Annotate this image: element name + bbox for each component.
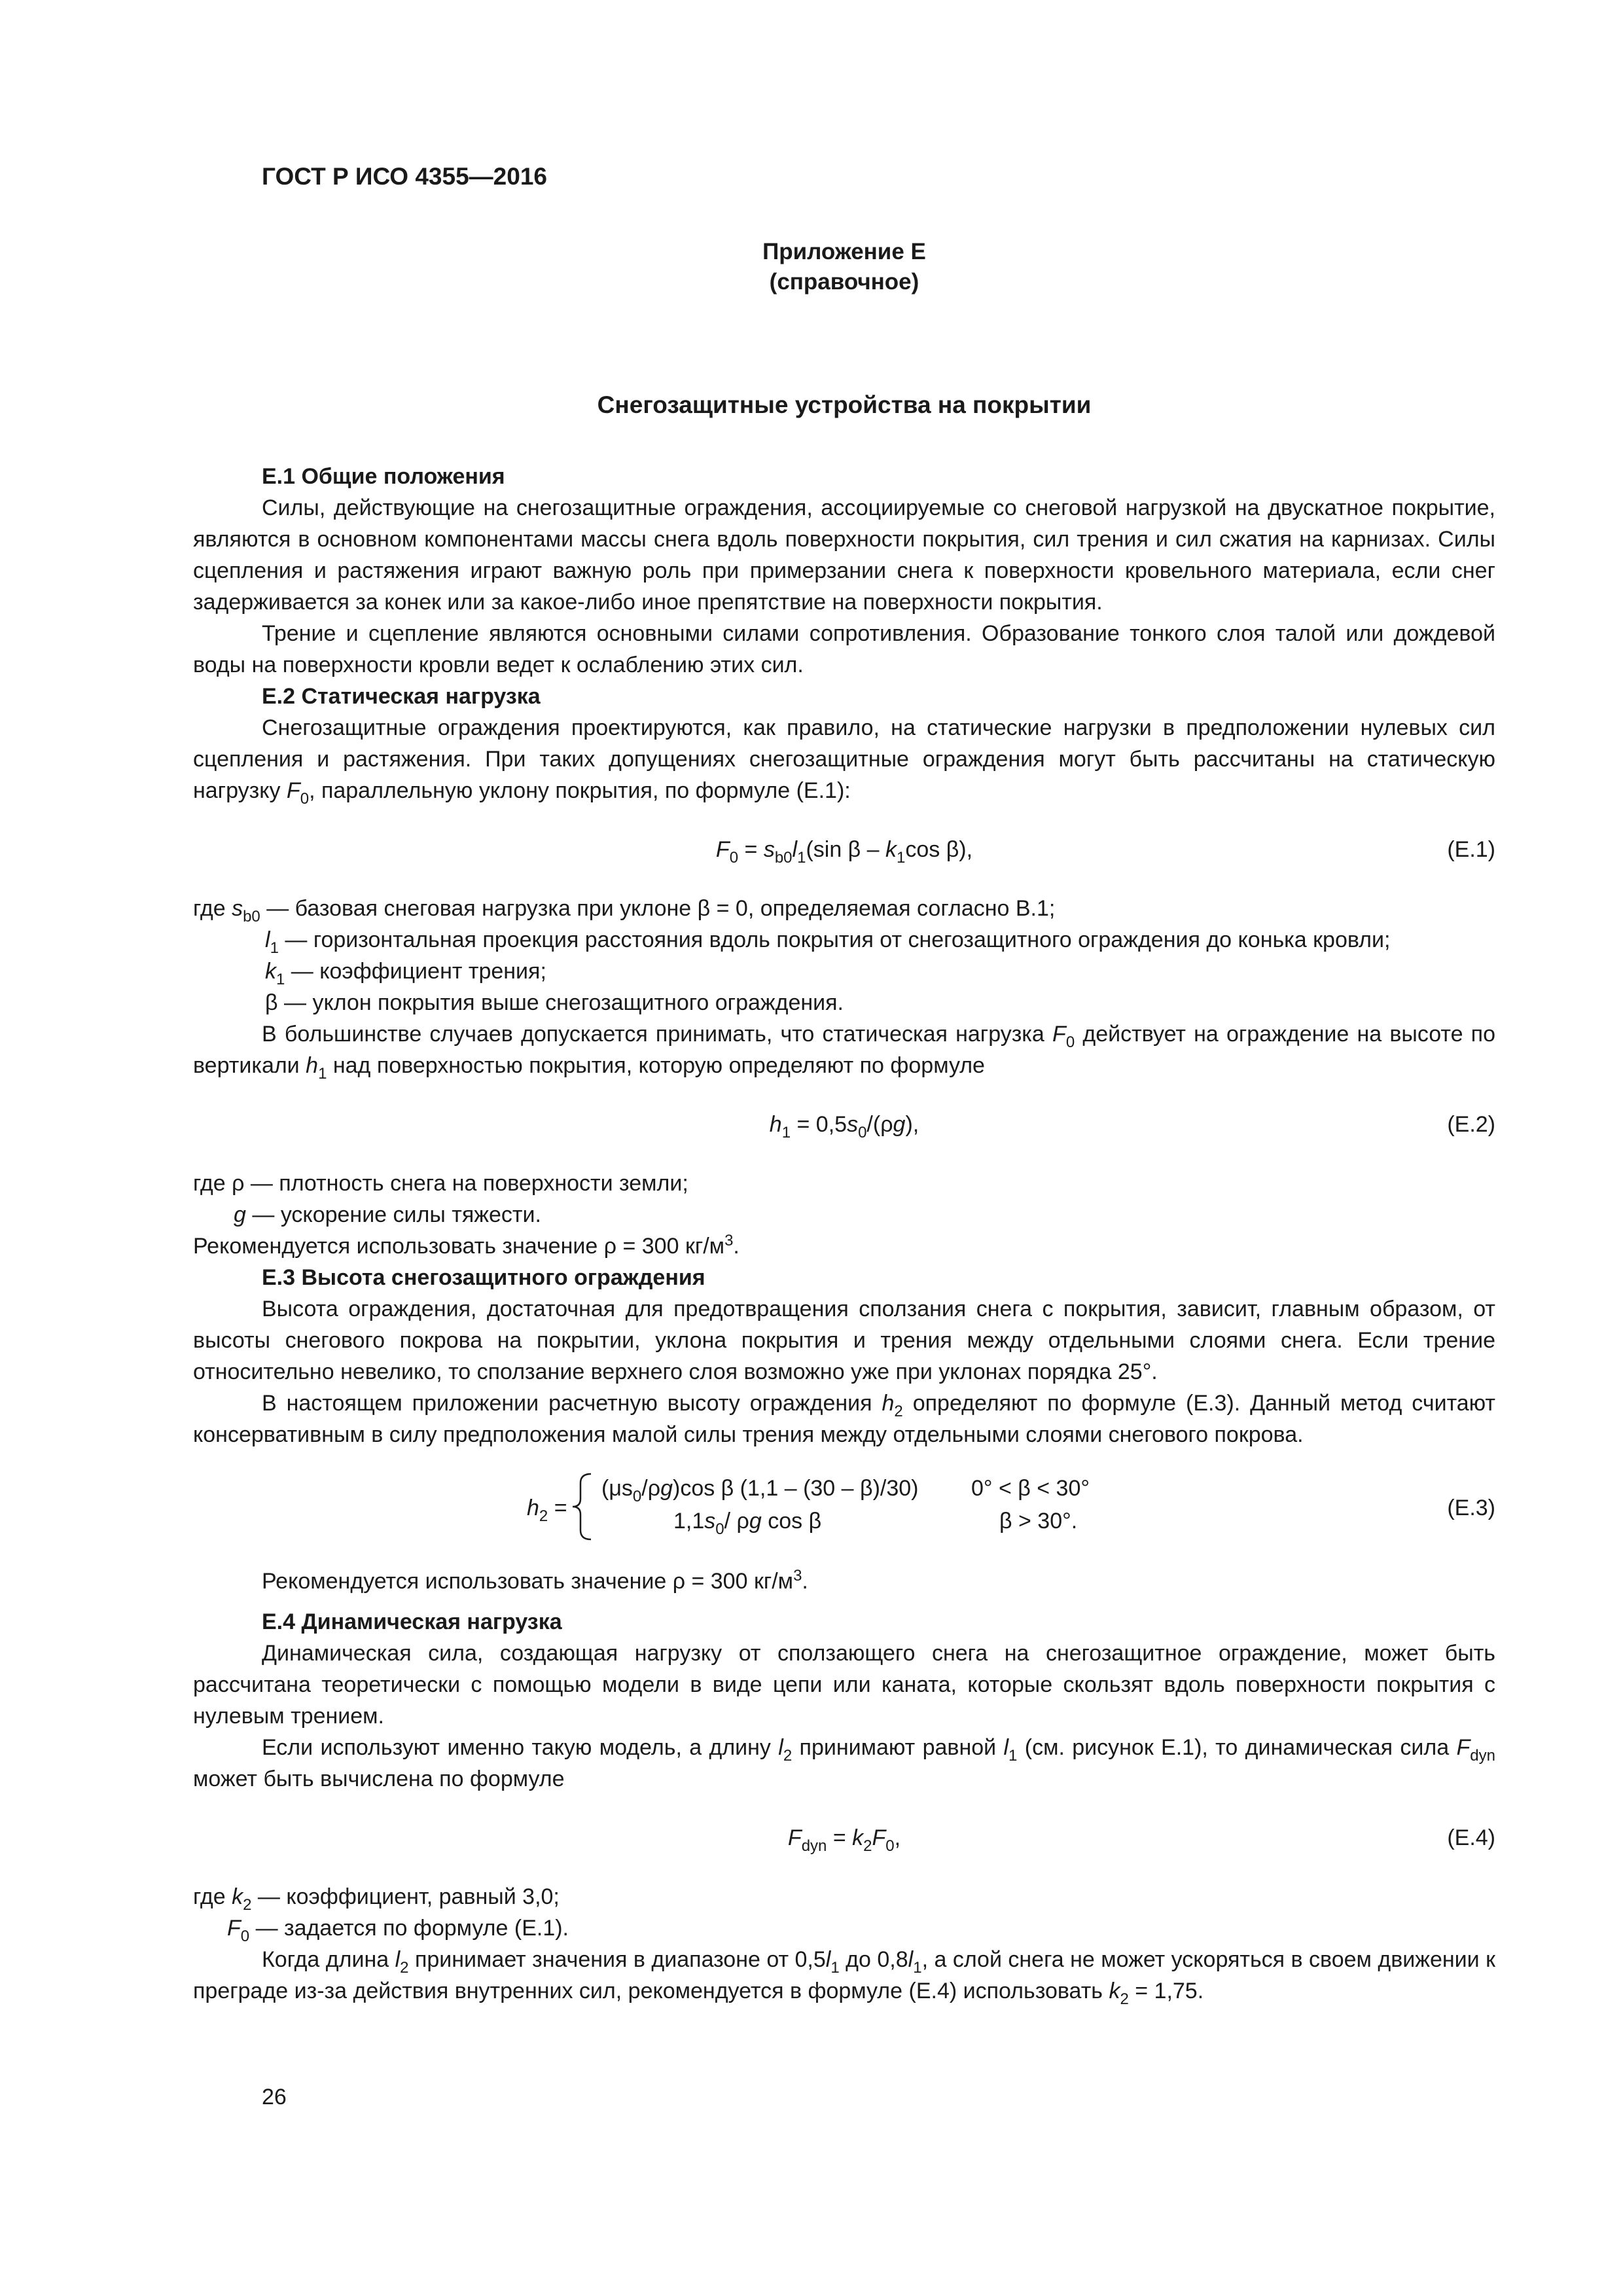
annex-heading bbox=[193, 237, 1495, 297]
paragraph: В большинстве случаев допускается принимать, что статическая нагрузка $F_0$ действует на ограждение на высоте по вертикали $h_1$ над поверхностью покрытия, которую определяют по формуле bbox=[193, 1022, 1495, 1083]
formula-expression: $F_{dyn} = k_2F_0$, bbox=[787, 1825, 901, 1855]
recommendation: Рекомендуется использовать значение ρ = 300 $кг/м^3$. bbox=[262, 1567, 808, 1594]
paragraph: Динамическая сила, создающая нагрузку от сползающего снега на снегозащитное ограждение, может быть рассчитана теоретически с помощью модели в виде цепи или каната, которые скользят вдоль поверхности покрытия с нулевым трением. bbox=[193, 1641, 1495, 1729]
paragraph: Снегозащитные ограждения проектируются, как правило, на статические нагрузки в предположении нулевых сил сцепления и растяжения. При таких допущениях снегозащитные ограждения могут быть рассчитаны на статическую нагрузку $F_0$, параллельную уклону покрытия, по формуле (Е.1): bbox=[193, 715, 1495, 808]
variable-definition: где ρ — плотность снега на поверхности земли; bbox=[193, 1171, 688, 1196]
paragraph: Высота ограждения, достаточная для предотвращения сползания снега с покрытия, зависит, главным образом, от высоты снегового покрова на покрытии, уклона покрытия и трения между отдельными слоями снега. Если трение относительно невелико, то сползание верхнего слоя возможно уже при уклонах порядка 25°. bbox=[193, 1297, 1495, 1384]
formula-lhs: $h_2$ = bbox=[527, 1496, 567, 1525]
formula-e2 bbox=[193, 1109, 1495, 1140]
document-id: ГОСТ Р ИСО 4355—2016 bbox=[262, 163, 547, 190]
document-body bbox=[193, 461, 1495, 2007]
paragraph: В настоящем приложении расчетную высоту ограждения $h_2$ определяют по формуле (Е.3). Данный метод считают консервативным в силу предположения малой силы трения между отдельными слоями снегового покрова. bbox=[193, 1391, 1495, 1447]
variable-definition: $l_1$ — горизонтальная проекция расстояния вдоль покрытия от снегозащитного ограждения до конька кровли; bbox=[265, 927, 1391, 957]
formula-expression: $F_0 = s_{b0}l_1(\sin$ β – $k_1\cos$ β), bbox=[715, 837, 973, 867]
formula-expression: $h_1 = 0,5s_0/(\rho g)$, bbox=[769, 1112, 919, 1141]
variable-definition: $k_1$ — коэффициент трения; bbox=[265, 959, 546, 988]
section-heading-e3: Е.3 Высота снегозащитного ограждения bbox=[262, 1265, 705, 1290]
variable-definition: β — уклон покрытия выше снегозащитного ограждения. bbox=[265, 990, 844, 1015]
variable-definition: $F_0$ — задается по формуле (Е.1). bbox=[227, 1916, 569, 1945]
section-heading-e4: Е.4 Динамическая нагрузка bbox=[262, 1609, 562, 1634]
variable-definition: g — ускорение силы тяжести. bbox=[234, 1202, 541, 1227]
annex-title: Снегозащитные устройства на покрытии bbox=[597, 391, 1092, 418]
formula-number: (Е.4) bbox=[1447, 1825, 1495, 1850]
paragraph: Силы, действующие на снегозащитные ограждения, ассоциируемые со снеговой нагрузкой на двускатное покрытие, являются в основном компонентами массы снега вдоль поверхности покрытия, сил трения и сил сжатия на карнизах. Силы сцепления и растяжения играют важную роль при примерзании снега к поверхности кровельного материала, если снег задерживается за конек или за какое-либо иное препятствие на поверхности покрытия. bbox=[193, 495, 1495, 615]
variable-definition: где $k_2$ — коэффициент, равный 3,0; bbox=[193, 1884, 560, 1914]
formula-e4 bbox=[193, 1822, 1495, 1854]
formula-number: (Е.1) bbox=[1447, 837, 1495, 862]
section-heading-e2: Е.2 Статическая нагрузка bbox=[262, 684, 541, 709]
annex-type: (справочное) bbox=[769, 269, 919, 295]
formula-number: (Е.2) bbox=[1447, 1112, 1495, 1137]
formula-e1 bbox=[193, 834, 1495, 865]
variable-definition: где $s_{b0}$ — базовая снеговая нагрузка при уклоне β = 0, определяемая согласно В.1; bbox=[193, 896, 1056, 925]
paragraph: Когда длина $l_2$ принимает значения в диапазоне от $0,5l_1$ до $0,8l_1$, а слой снега не может ускоряться в своем движении к преграде из-за действия внутренних сил, рекомендуется в формуле (Е.4) использовать $k_2 = 1,75$. bbox=[193, 1947, 1495, 2008]
paragraph: Если используют именно такую модель, а длину $l_2$ принимают равной $l_1$ (см. рисунок Е.1), то динамическая сила $F_{dyn}$ может быть вычислена по формуле bbox=[193, 1735, 1495, 1791]
formula-number: (Е.3) bbox=[1447, 1496, 1495, 1520]
page-number: 26 bbox=[262, 2085, 287, 2109]
brace-icon bbox=[569, 1473, 595, 1541]
formula-e3: $h_2$ = $(\mu s_0/\rho g)\cos$ β (1,1 – (30 – β)/30) 0° < β < 30° $1,1s_0/$ ρg cos β β > 30°. (Е.3) bbox=[193, 1473, 1495, 1543]
annex-label: Приложение Е bbox=[762, 239, 926, 264]
recommendation: Рекомендуется использовать значение ρ = 300 $кг/м^3$. bbox=[193, 1232, 740, 1259]
paragraph: Трение и сцепление являются основными силами сопротивления. Образование тонкого слоя талой или дождевой воды на поверхности кровли ведет к ослаблению этих сил. bbox=[193, 621, 1495, 677]
section-heading-e1: Е.1 Общие положения bbox=[262, 464, 505, 489]
